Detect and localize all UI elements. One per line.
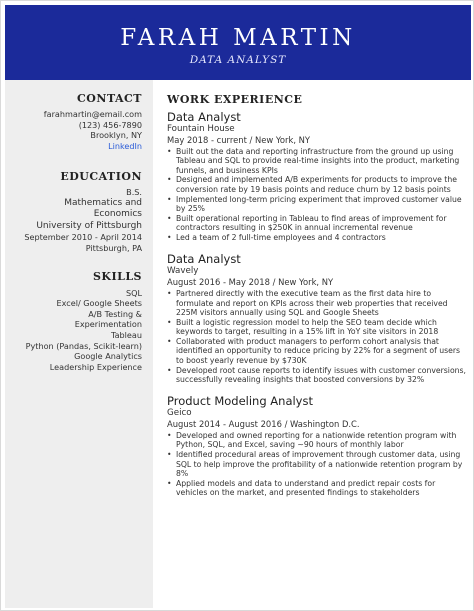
contact-heading: CONTACT [77,92,142,105]
job-bullets [167,431,467,497]
work-experience-section [167,93,467,507]
job-bullet: • Built operational reporting in Tableau to find areas of improvement for contractors resulting in $250K in annual incremental revenue [167,214,467,233]
job-bullet: • Designed and implemented A/B experiments for products to improve the conversion rate by 19 basis points and reduce churn by 12 basis points [167,175,467,194]
resume-header [5,5,471,80]
job-dates-location: August 2016 - May 2018 / New York, NY [167,277,334,288]
job-bullet: • Collaborated with product managers to perform cohort analysis that identified an opportunity to reduce pricing by 22% for a segment of users to boost yearly revenue by $730K [167,337,467,365]
job-bullet: • Applied models and data to understand and predict repair costs for vehicles on the market, and presented findings to stakeholders [167,479,467,498]
education-school: University of Pittsburgh [36,220,142,231]
job-bullet: • Built out the data and reporting infrastructure from the ground up using Tableau and SQL to provide real-time insights into the product, marketing funnels, and business KPIs [167,147,467,175]
job-bullet: • Led a team of 2 full-time employees and 4 contractors [167,233,467,242]
education-dates: September 2010 - April 2014 [24,232,142,243]
job-bullet: • Identified procedural areas of improvement through customer data, using SQL to help improve the profitability of a nationwide retention program by 8% [167,450,467,478]
contact-section [5,80,142,151]
education-degree: B.S. [126,187,142,198]
skill-item: Tableau [110,330,142,341]
job-bullet: • Implemented long-term pricing experiment that improved customer value by 25% [167,195,467,214]
linkedin-link[interactable]: LinkedIn [108,140,142,151]
job-company: Fountain House [167,124,235,134]
job-title: Data Analyst [167,252,241,267]
contact-location: Brooklyn, NY [90,130,142,141]
job-bullets [167,289,467,384]
candidate-title: DATA ANALYST [189,54,287,66]
job-title: Product Modeling Analyst [167,394,313,409]
skill-item: Google Analytics [74,351,142,362]
skills-heading: SKILLS [92,269,142,283]
skills-section [5,270,142,373]
contact-phone: (123) 456-7890 [78,119,142,130]
education-field-line: Mathematics and [64,197,142,208]
education-heading: EDUCATION [60,170,142,184]
skill-item: Python (Pandas, Scikit-learn) [25,340,142,351]
job-bullet: • Partnered directly with the executive team as the first data hire to formulate and report on KPIs across their web properties that received 225M visitors annually using SQL and Google Sheets [167,289,467,317]
skill-item: Leadership Experience [49,361,142,372]
job-entry [167,110,467,242]
job-entry [167,394,467,497]
sidebar [5,80,153,608]
job-dates-location: August 2014 - August 2016 / Washington D.C. [167,419,360,430]
job-bullet: • Built a logistic regression model to help the SEO team decide which keywords to target, resulting in a 15% lift in YoY site visitors in 2018 [167,318,467,337]
education-field-line: Economics [93,209,142,220]
contact-email: farahmartin@email.com [43,109,142,119]
job-company: Wavely [167,266,199,277]
candidate-name: FARAH MARTIN [120,25,356,51]
education-section [5,170,142,253]
skill-item: SQL [125,287,142,298]
job-company: Geico [167,408,192,419]
work-experience-heading: WORK EXPERIENCE [167,93,303,106]
skill-item: Excel/ Google Sheets [56,298,142,309]
skill-item: A/B Testing & [88,308,142,319]
skill-item: Experimentation [74,319,142,330]
education-location: Pittsburgh, PA [85,243,142,254]
job-bullet: • Developed root cause reports to identify issues with customer conversions, successfully revealing insights that boosted conversions by 32% [167,366,467,385]
job-title: Data Analyst [167,110,241,124]
job-dates-location: May 2018 - current / New York, NY [167,135,311,145]
job-entry [167,252,467,384]
job-bullet: • Developed and owned reporting for a nationwide retention program with Python, SQL, and Excel, saving ~90 hours of monthly labor [167,431,467,450]
job-bullets [167,147,467,242]
